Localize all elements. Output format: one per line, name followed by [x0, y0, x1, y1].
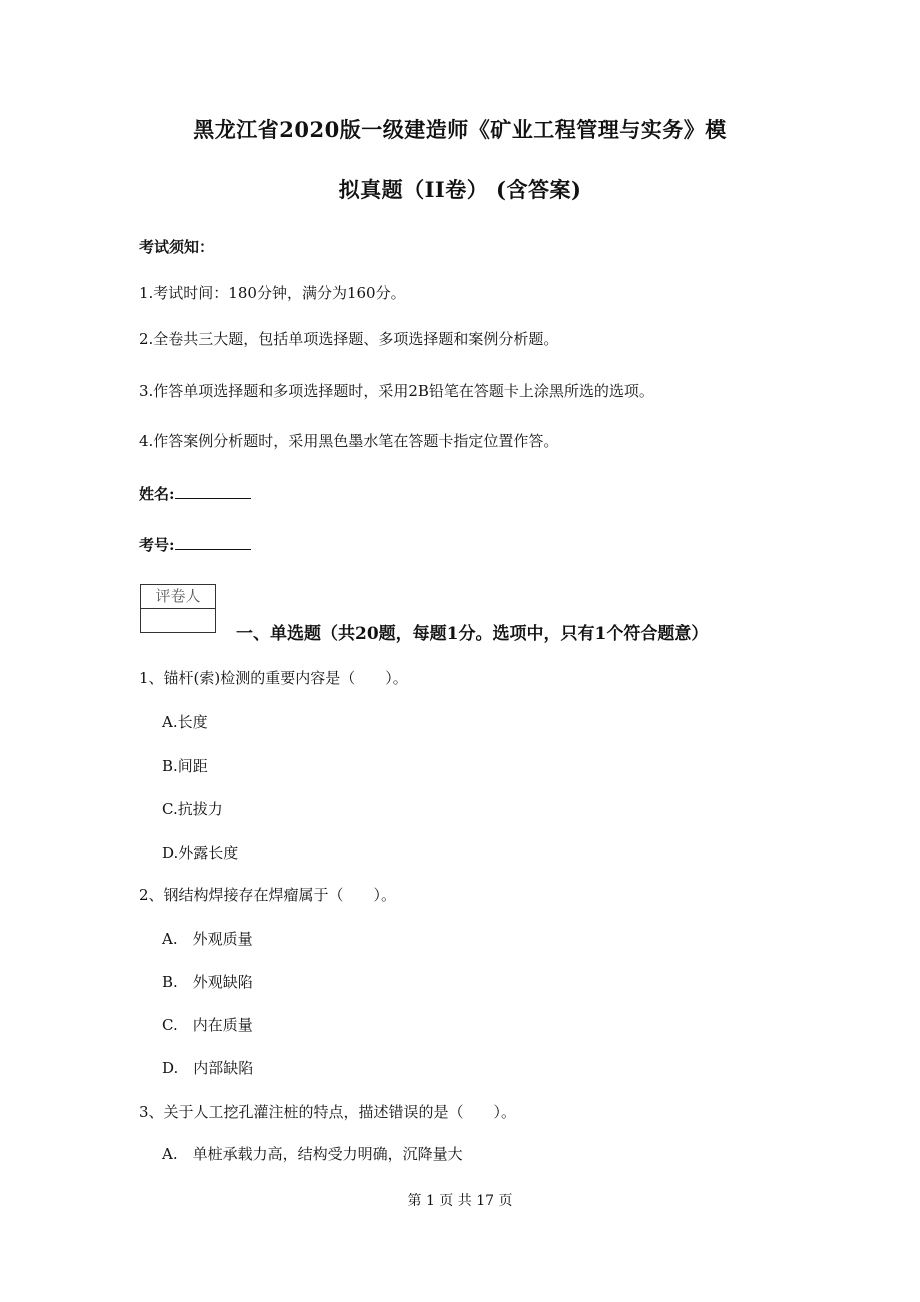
exam-id-label: 考号:	[139, 536, 175, 554]
question-stem: 2、钢结构焊接存在焊瘤属于（ ）。	[139, 886, 397, 904]
question-option: C.抗拔力	[162, 800, 223, 818]
grader-box-label: 评卷人	[141, 585, 215, 609]
name-blank	[175, 484, 251, 499]
exam-id-blank	[175, 535, 251, 550]
question-option: D. 内部缺陷	[162, 1059, 254, 1077]
question-stem: 3、关于人工挖孔灌注桩的特点，描述错误的是（ ）。	[139, 1103, 517, 1121]
document-title-line-1: 黑龙江省2020版一级建造师《矿业工程管理与实务》模	[193, 117, 727, 142]
question-stem: 1、锚杆(索)检测的重要内容是（ ）。	[139, 669, 408, 687]
question-option: A.长度	[162, 713, 208, 731]
notice-item: 1.考试时间：180分钟，满分为160分。	[139, 284, 406, 302]
notice-item: 2.全卷共三大题，包括单项选择题、多项选择题和案例分析题。	[139, 330, 559, 348]
document-title-line-2: 拟真题（II卷） (含答案)	[338, 177, 582, 202]
page-footer: 第 1 页 共 17 页	[407, 1193, 513, 1209]
grader-box	[140, 584, 216, 633]
question-option: A. 单桩承载力高，结构受力明确，沉降量大	[162, 1145, 463, 1163]
notice-heading: 考试须知：	[139, 238, 215, 256]
question-option: C. 内在质量	[162, 1016, 253, 1034]
notice-item: 4.作答案例分析题时，采用黑色墨水笔在答题卡指定位置作答。	[139, 432, 559, 450]
question-option: D.外露长度	[162, 844, 239, 862]
section-1-title: 一、单选题（共20题，每题1分。选项中，只有1个符合题意）	[236, 624, 709, 644]
notice-item: 3.作答单项选择题和多项选择题时，采用2B铅笔在答题卡上涂黑所选的选项。	[139, 382, 654, 400]
question-option: A. 外观质量	[162, 930, 253, 948]
question-option: B.间距	[162, 757, 208, 775]
name-field	[139, 483, 251, 504]
question-option: B. 外观缺陷	[162, 973, 253, 991]
name-label: 姓名:	[139, 485, 175, 503]
exam-id-field	[139, 534, 251, 555]
